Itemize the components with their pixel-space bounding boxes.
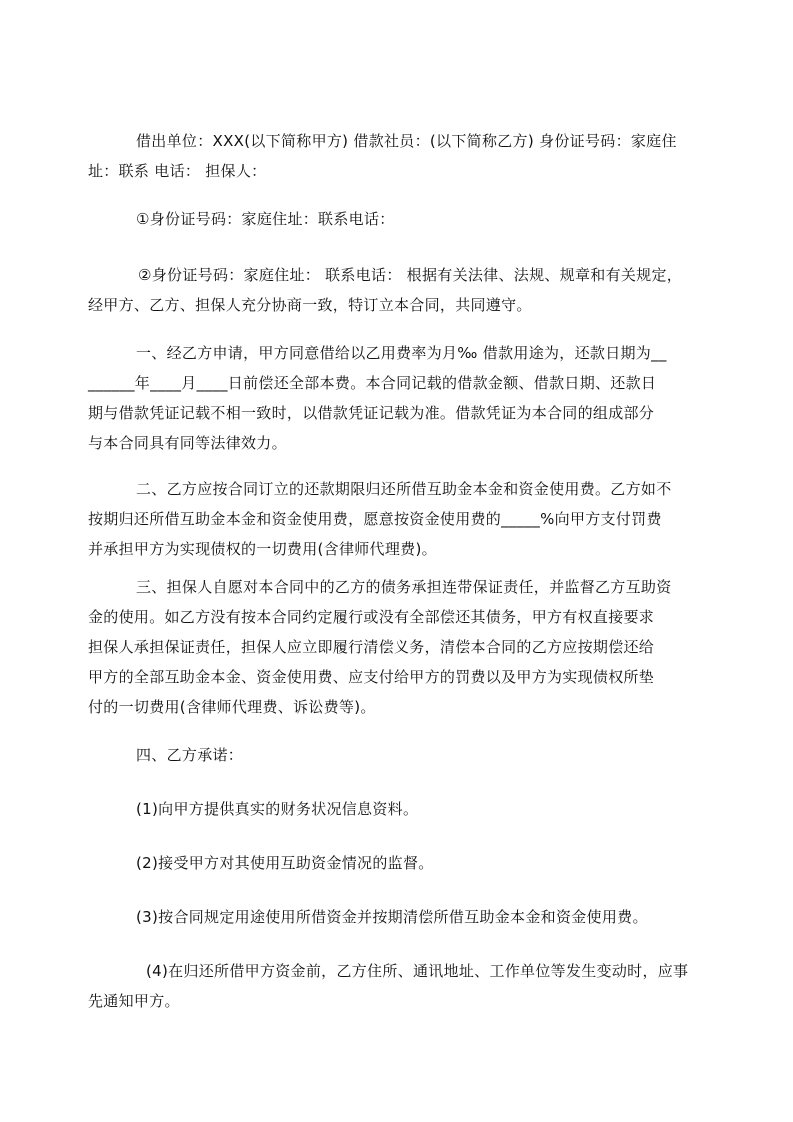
text-line: 址：联系 电话： 担保人： (88, 162, 267, 180)
text-line: 甲方的全部互助金本金、资金使用费、应支付给甲方的罚费以及甲方为实现债权所垫 (88, 668, 655, 686)
commitment-2 (88, 848, 718, 878)
text-line: 经甲方、乙方、担保人充分协商一致，特订立本合同，共同遵守。 (88, 296, 532, 314)
text-line: 并承担甲方为实现债权的一切费用(含律师代理费)。 (88, 540, 437, 558)
paragraph-guarantor-2 (88, 260, 718, 320)
text-line: 三、担保人自愿对本合同中的乙方的债务承担连带保证责任，并监督乙方互助资 (136, 578, 672, 596)
text-line: (3)按合同规定用途使用所借资金并按期清偿所借互助金本金和资金使用费。 (136, 908, 648, 926)
commitment-4 (88, 956, 718, 1016)
text-line: (4)在归还所借甲方资金前，乙方住所、通讯地址、工作单位等发生变动时，应事 (146, 962, 689, 980)
clause-three (88, 572, 718, 722)
clause-one (88, 338, 718, 458)
commitment-1 (88, 794, 718, 824)
text-line: 二、乙方应按合同订立的还款期限归还所借互助金本金和资金使用费。乙方如不 (136, 480, 672, 498)
clause-two (88, 474, 718, 564)
paragraph-guarantor-1 (88, 204, 718, 234)
text-line: (1)向甲方提供真实的财务状况信息资料。 (136, 800, 419, 818)
text-line: 按期归还所借互助金本金和资金使用费，愿意按资金使用费的_____%向甲方支付罚费 (88, 510, 662, 528)
text-line: 借出单位：XXX(以下简称甲方) 借款社员：(以下简称乙方) 身份证号码：家庭住 (136, 132, 677, 150)
text-line: 担保人承担保证责任，担保人应立即履行清偿义务，清偿本合同的乙方应按期偿还给 (88, 638, 655, 656)
text-line: 先通知甲方。 (88, 992, 180, 1010)
text-line: 与本合同具有同等法律效力。 (88, 434, 287, 452)
commitment-3 (88, 902, 718, 932)
text-line: ______年____月____日前偿还全部本费。本合同记载的借款金额、借款日期、还款日 (88, 374, 657, 392)
text-line: ②身份证号码：家庭住址： 联系电话： 根据有关法律、法规、规章和有关规定， (138, 266, 683, 284)
text-line: 金的使用。如乙方没有按本合同约定履行或没有全部偿还其债务，甲方有权直接要求 (88, 608, 655, 626)
text-line: 一、经乙方申请，甲方同意借给以乙用费率为月‰ 借款用途为，还款日期为__ (136, 344, 667, 362)
clause-four-heading (88, 740, 718, 770)
text-line: 期与借款凭证记载不相一致时，以借款凭证记载为准。借款凭证为本合同的组成部分 (88, 404, 655, 422)
paragraph-parties (88, 126, 718, 186)
text-line: 四、乙方承诺： (136, 746, 244, 764)
text-line: ①身份证号码：家庭住址：联系电话： (136, 210, 395, 228)
text-line: 付的一切费用(含律师代理费、诉讼费等)。 (88, 698, 376, 716)
text-line: (2)接受甲方对其使用互助资金情况的监督。 (136, 854, 434, 872)
